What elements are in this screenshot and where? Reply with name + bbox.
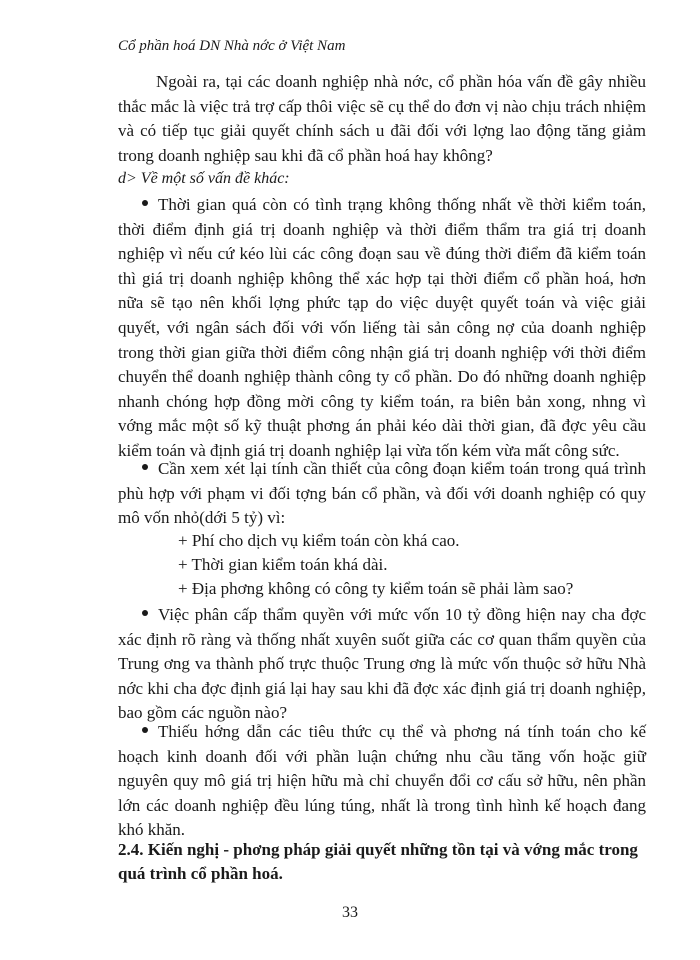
bullet-paragraph-3 xyxy=(118,603,646,726)
paragraph-intro: Ngoài ra, tại các doanh nghiệp nhà nớc, cổ phần hóa vấn đề gây nhiều thắc mắc là việc trả trợ cấp thôi việc sẽ cụ thể do đơn vị nào chịu trách nhiệm và có tiếp tục giải quyết chính sách u đãi đối với lợng lao động tăng giảm trong doanh nghiệp sau khi đã cổ phần hoá hay không? xyxy=(118,72,646,165)
bullet-icon xyxy=(142,464,148,470)
bullet-paragraph-4 xyxy=(118,720,646,843)
bullet-text: Cần xem xét lại tính cần thiết của công đoạn kiểm toán trong quá trình phù hợp với phạm vi đối tợng bán cổ phần, và đối với doanh nghiệp có quy mô vốn nhỏ(dới 5 tỷ) vì: xyxy=(118,459,646,528)
list-item: + Địa phơng không có công ty kiểm toán sẽ phải làm sao? xyxy=(178,579,574,598)
bullet-text: Thiếu hớng dẫn các tiêu thức cụ thể và phơng ná tính toán cho kế hoạch kinh doanh đối với phần luận chứng nhu cầu tăng vốn hoặc giữ nguyên quy mô giá trị hiện hữu mà chỉ chuyển đổi cơ cấu sở hữu, nên phần lớn các doanh nghiệp đều lúng túng, nhất là trong tình hình kế hoạch đang khó khăn. xyxy=(118,722,646,840)
bullet-paragraph-2 xyxy=(118,457,646,531)
bullet-icon xyxy=(142,610,148,616)
list-item: + Phí cho dịch vụ kiểm toán còn khá cao. xyxy=(178,531,460,550)
running-header: Cổ phần hoá DN Nhà nớc ở Việt Nam xyxy=(118,38,346,54)
list-item: + Thời gian kiểm toán khá dài. xyxy=(178,555,388,574)
section-heading: 2.4. Kiến nghị - phơng pháp giải quyết những tồn tại và vớng mắc trong quá trình cổ phần hoá. xyxy=(118,840,638,883)
bullet-text: Việc phân cấp thẩm quyền với mức vốn 10 tỷ đồng hiện nay cha đợc xác định rõ ràng và thống nhất xuyên suốt giữa các cơ quan thẩm quyền của Trung ơng va thành phố trực thuộc Trung ơng là mức vốn thuộc sở hữu Nhà nớc khi cha đợc định giá lại hay sau khi đã đợc xác định giá trị doanh nghiệp, bao gồm các nguồn nào? xyxy=(118,605,646,723)
bullet-text: Thời gian quá còn có tình trạng không thống nhất về thời kiểm toán, thời điểm định giá trị doanh nghiệp và thời điểm thẩm tra giá trị doanh nghiệp vì nếu cứ kéo lùi các công đoạn sau về đúng thời điểm đã kiểm toán thì giá trị doanh nghiệp không thể xác hợp tại thời điểm cổ phần hoá, hơn nữa sẽ tạo nên khối lợng phức tạp do việc duyệt quyết toán và việc giải quyết, với ngân sách đối với vốn liếng tài sản công nợ của doanh nghiệp trong thời gian giữa thời điểm công nhận giá trị doanh nghiệp với thời điểm chuyển thể doanh nghiệp thành công ty cổ phần. Do đó những doanh nghiệp nhanh chóng hợp đồng mời công ty kiểm toán, ra biên bản xong, nhng vì vớng mắc một số kỹ thuật phơng án phải kéo dài thời gian, đã đợc yêu cầu kiểm toán và định giá trị doanh nghiệp lại vừa tốn kém vừa mất công sức. xyxy=(118,195,646,460)
bullet-icon xyxy=(142,727,148,733)
bullet-icon xyxy=(142,200,148,206)
sub-heading: d> Về một số vấn đề khác: xyxy=(118,170,290,187)
bullet-paragraph-1 xyxy=(118,193,646,464)
page-number: 33 xyxy=(342,904,358,921)
